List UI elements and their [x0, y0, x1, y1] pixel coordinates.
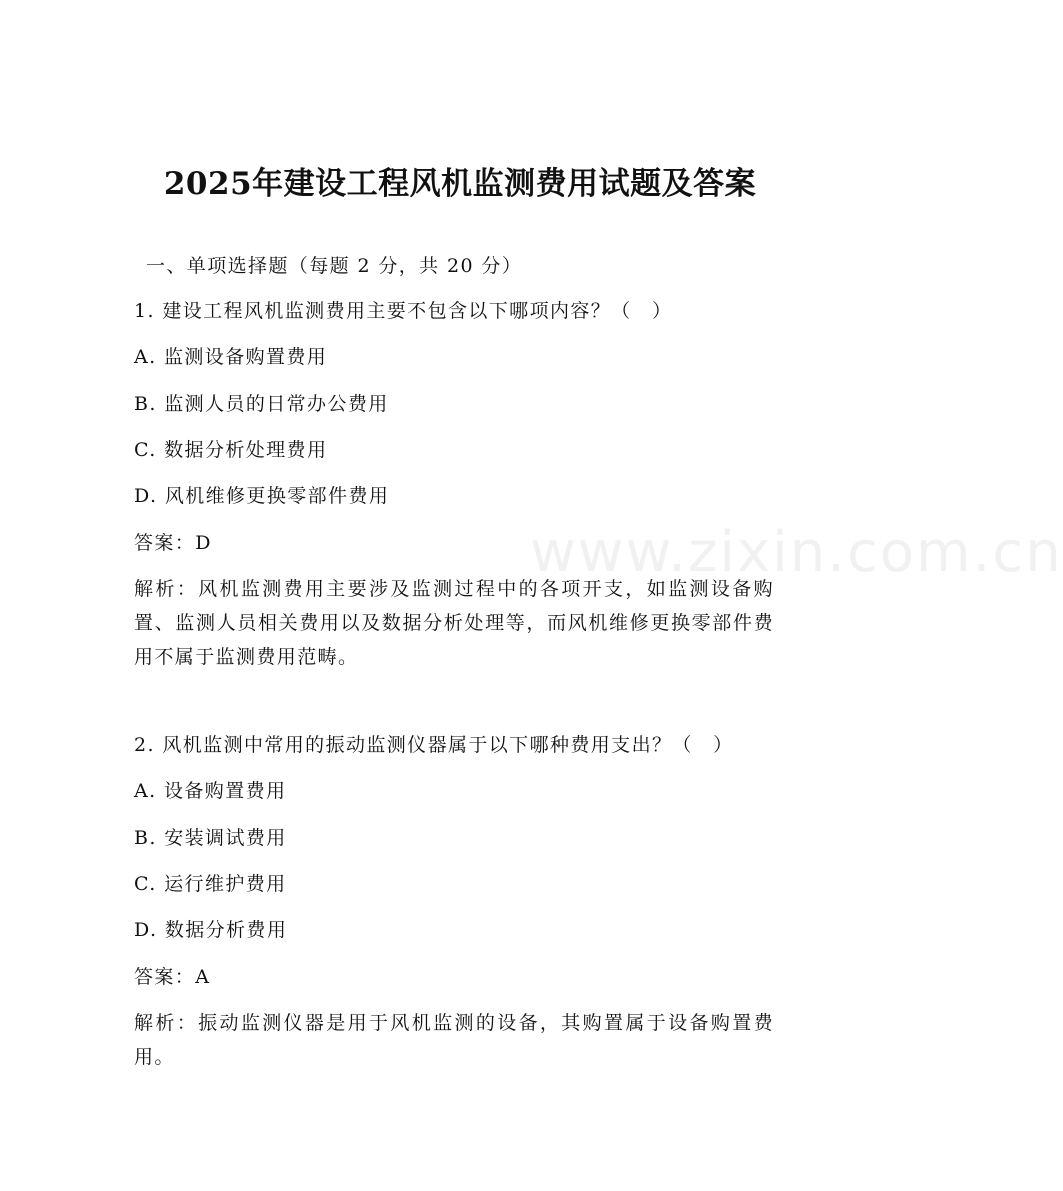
question-1-option-d: D. 风机维修更换零部件费用	[134, 485, 390, 507]
question-1-option-c: C. 数据分析处理费用	[134, 439, 328, 461]
question-2-option-d: D. 数据分析费用	[134, 919, 288, 941]
question-1-option-a: A. 监测设备购置费用	[134, 346, 328, 368]
question-2-option-b: B. 安装调试费用	[134, 827, 287, 849]
question-2-answer: 答案：A	[134, 966, 211, 988]
question-2-stem: 2. 风机监测中常用的振动监测仪器属于以下哪种费用支出？（ ）	[134, 734, 734, 756]
question-2-option-a: A. 设备购置费用	[134, 780, 287, 802]
question-2-analysis: 解析：振动监测仪器是用于风机监测的设备，其购置属于设备购置费用。	[134, 1012, 774, 1068]
question-1-stem: 1. 建设工程风机监测费用主要不包含以下哪项内容？（ ）	[134, 300, 673, 322]
question-2-option-c: C. 运行维护费用	[134, 873, 287, 895]
question-1-option-b: B. 监测人员的日常办公费用	[134, 393, 389, 415]
question-1-answer: 答案：D	[134, 532, 212, 554]
watermark-text: www.zixin.com.cn	[530, 520, 1063, 585]
section-heading: 一、单项选择题（每题 2 分，共 20 分）	[146, 255, 523, 277]
page-title: 2025年建设工程风机监测费用试题及答案	[163, 166, 757, 202]
question-1-analysis: 解析：风机监测费用主要涉及监测过程中的各项开支，如监测设备购置、监测人员相关费用以及数据分析处理等，而风机维修更换零部件费用不属于监测费用范畴。	[134, 578, 774, 668]
